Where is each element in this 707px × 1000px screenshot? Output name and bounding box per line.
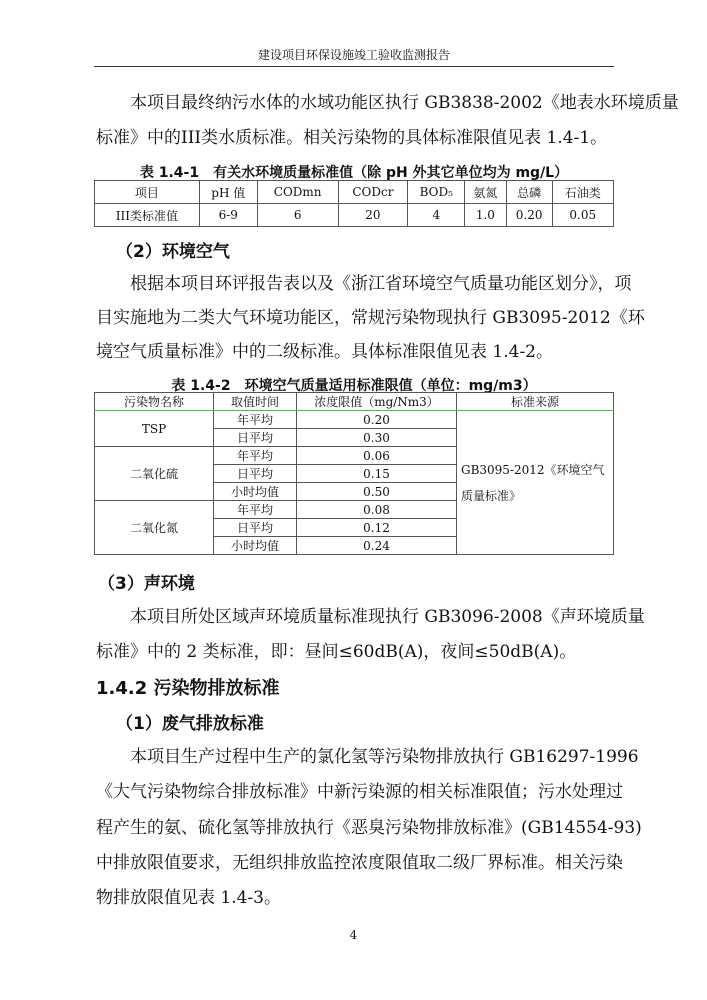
paragraph-line: 本项目生产过程中生产的氯化氢等污染物排放执行 GB16297-1996 [130,747,639,767]
paragraph-line: 根据本项目环评报告表以及《浙江省环境空气质量功能区划分》，项 [130,274,632,294]
paragraph-line: 本项目所处区域声环境质量标准现执行 GB3096-2008《声环境质量 [130,607,645,627]
table-cell: 小时均值 [214,483,297,501]
table-cell: 日平均 [214,519,297,537]
air-quality-table [94,392,614,555]
paragraph-line: 标准》中的III类水质标准。相关污染物的具体标准限值见表 1.4-1。 [96,128,608,148]
table-cell: 0.30 [297,429,457,447]
water-quality-table [94,180,614,227]
table-cell: III类标准值 [95,204,200,227]
table-cell: 污染物名称 [95,393,214,411]
table-cell: 项目 [95,181,200,204]
table-cell: 年平均 [214,447,297,465]
table-row [95,204,614,227]
table-cell: 年平均 [214,501,297,519]
table-cell: 二氧化氮 [95,501,214,555]
header-divider [94,66,614,67]
table-cell: 0.15 [297,465,457,483]
section-heading: （2）环境空气 [116,242,230,262]
table-header-row [95,181,614,204]
table-cell: 0.12 [297,519,457,537]
paragraph-line: 中排放限值要求，无组织排放监控浓度限值取二级厂界标准。相关污染 [96,853,623,873]
table-cell: 4 [408,204,465,227]
table-cell: 小时均值 [214,537,297,555]
table-cell: pH 值 [199,181,257,204]
paragraph-line: 程产生的氨、硫化氢等排放执行《恶臭污染物排放标准》(GB14554-93) [96,818,642,838]
paragraph-line: 物排放限值见表 1.4-3。 [96,888,281,908]
table-cell: TSP [95,411,214,447]
paragraph-line: 本项目最终纳污水体的水域功能区执行 GB3838-2002《地表水环境质量 [130,93,679,113]
table-cell: 总磷 [506,181,552,204]
table-cell: 石油类 [552,181,613,204]
table-cell: 6 [257,204,338,227]
paragraph-line: 目实施地为二类大气环境功能区，常规污染物现执行 GB3095-2012《环 [96,308,645,328]
table-cell: CODcr [338,181,408,204]
table-caption: 表 1.4-2 环境空气质量适用标准限值（单位：mg/m3） [171,378,537,394]
table-cell: 年平均 [214,411,297,429]
table-cell: 6-9 [199,204,257,227]
table-cell: BOD₅ [408,181,465,204]
table-cell: 20 [338,204,408,227]
page-number: 4 [349,928,358,942]
section-heading: （3）声环境 [98,574,195,594]
table-cell: 0.50 [297,483,457,501]
table-cell: 氨氮 [465,181,506,204]
table-cell: 1.0 [465,204,506,227]
table-cell: GB3095-2012《环境空气质量标准》 [457,411,614,555]
section-heading: （1）废气排放标准 [116,714,264,734]
table-cell: 0.08 [297,501,457,519]
table-cell: 标准来源 [457,393,614,411]
table-cell: 0.06 [297,447,457,465]
table-cell: 浓度限值（mg/Nm3） [297,393,457,411]
table-cell: 0.24 [297,537,457,555]
table-cell: CODmn [257,181,338,204]
paragraph-line: 《大气污染物综合排放标准》中新污染源的相关标准限值；污水处理过 [96,782,623,802]
table-cell: 0.20 [297,411,457,429]
table-cell: 0.20 [506,204,552,227]
paragraph-line: 标准》中的 2 类标准，即：昼间≤60dB(A)，夜间≤50dB(A)。 [96,642,577,662]
table-row [95,411,614,429]
table-cell: 日平均 [214,465,297,483]
table-cell: 日平均 [214,429,297,447]
table-caption: 表 1.4-1 有关水环境质量标准值（除 pH 外其它单位均为 mg/L） [139,165,569,181]
table-header-row [95,393,614,411]
paragraph-line: 境空气质量标准》中的二级标准。具体标准限值见表 1.4-2。 [96,342,553,362]
section-heading: 1.4.2 污染物排放标准 [96,678,280,699]
page-header: 建设项目环保设施竣工验收监测报告 [257,48,450,62]
table-cell: 0.05 [552,204,613,227]
table-cell: 二氧化硫 [95,447,214,501]
table-cell: 取值时间 [214,393,297,411]
